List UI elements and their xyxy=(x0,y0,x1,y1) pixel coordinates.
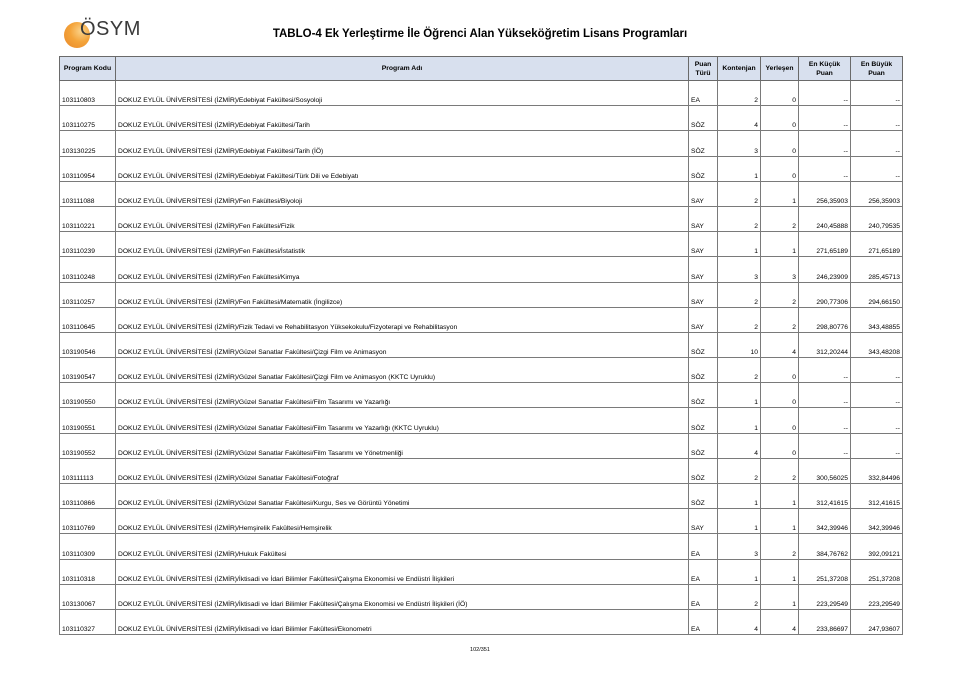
program-name-cell: DOKUZ EYLÜL ÜNİVERSİTESİ (İZMİR)/Güzel Sanatlar Fakültesi/Çizgi Film ve Animasyon (KKTC Uyruklu) xyxy=(116,358,689,383)
program-code-cell: 103110769 xyxy=(60,509,116,534)
placed-cell: 2 xyxy=(761,307,799,332)
programs-table xyxy=(59,56,903,635)
program-code-cell: 103110803 xyxy=(60,81,116,106)
max-score-cell: -- xyxy=(851,358,903,383)
min-score-cell: -- xyxy=(799,131,851,156)
quota-cell: 1 xyxy=(718,383,761,408)
quota-cell: 2 xyxy=(718,358,761,383)
quota-cell: 2 xyxy=(718,282,761,307)
max-score-cell: -- xyxy=(851,383,903,408)
placed-cell: 1 xyxy=(761,484,799,509)
quota-cell: 2 xyxy=(718,81,761,106)
score-type-cell: SÖZ xyxy=(689,131,718,156)
program-name-cell: DOKUZ EYLÜL ÜNİVERSİTESİ (İZMİR)/Fen Fakültesi/Kimya xyxy=(116,257,689,282)
program-name-cell: DOKUZ EYLÜL ÜNİVERSİTESİ (İZMİR)/Hukuk Fakültesi xyxy=(116,534,689,559)
score-type-cell: SÖZ xyxy=(689,358,718,383)
header-max-score: En Büyük Puan xyxy=(851,57,903,81)
header-quota: Kontenjan xyxy=(718,57,761,81)
min-score-cell: -- xyxy=(799,383,851,408)
page-number: 102/351 xyxy=(470,647,490,653)
table-header-row xyxy=(60,57,903,81)
table-row xyxy=(60,106,903,131)
min-score-cell: -- xyxy=(799,106,851,131)
max-score-cell: 223,29549 xyxy=(851,584,903,609)
quota-cell: 4 xyxy=(718,433,761,458)
min-score-cell: 246,23909 xyxy=(799,257,851,282)
quota-cell: 3 xyxy=(718,257,761,282)
program-name-cell: DOKUZ EYLÜL ÜNİVERSİTESİ (İZMİR)/Fen Fakültesi/Biyoloji xyxy=(116,181,689,206)
placed-cell: 1 xyxy=(761,232,799,257)
program-code-cell: 103190547 xyxy=(60,358,116,383)
program-name-cell: DOKUZ EYLÜL ÜNİVERSİTESİ (İZMİR)/Güzel Sanatlar Fakültesi/Fotoğraf xyxy=(116,458,689,483)
table-row xyxy=(60,408,903,433)
quota-cell: 1 xyxy=(718,484,761,509)
quota-cell: 3 xyxy=(718,534,761,559)
score-type-cell: SÖZ xyxy=(689,106,718,131)
program-code-cell: 103190550 xyxy=(60,383,116,408)
score-type-cell: SÖZ xyxy=(689,156,718,181)
program-code-cell: 103110248 xyxy=(60,257,116,282)
program-code-cell: 103130067 xyxy=(60,584,116,609)
table-row xyxy=(60,131,903,156)
score-type-cell: SÖZ xyxy=(689,332,718,357)
max-score-cell: -- xyxy=(851,156,903,181)
program-name-cell: DOKUZ EYLÜL ÜNİVERSİTESİ (İZMİR)/Edebiyat Fakültesi/Türk Dili ve Edebiyatı xyxy=(116,156,689,181)
table-row xyxy=(60,332,903,357)
program-name-cell: DOKUZ EYLÜL ÜNİVERSİTESİ (İZMİR)/İktisadi ve İdari Bilimler Fakültesi/Çalışma Ekonomisi ve Endüstri İlişkileri (İÖ) xyxy=(116,584,689,609)
min-score-cell: -- xyxy=(799,408,851,433)
program-name-cell: DOKUZ EYLÜL ÜNİVERSİTESİ (İZMİR)/Güzel Sanatlar Fakültesi/Çizgi Film ve Animasyon xyxy=(116,332,689,357)
max-score-cell: 247,93607 xyxy=(851,609,903,634)
header-placed: Yerleşen xyxy=(761,57,799,81)
program-code-cell: 103190551 xyxy=(60,408,116,433)
score-type-cell: SAY xyxy=(689,206,718,231)
header-min-score: En Küçük Puan xyxy=(799,57,851,81)
table-row xyxy=(60,609,903,634)
program-code-cell: 103190546 xyxy=(60,332,116,357)
header-program-code: Program Kodu xyxy=(60,57,116,81)
min-score-cell: 251,37208 xyxy=(799,559,851,584)
program-name-cell: DOKUZ EYLÜL ÜNİVERSİTESİ (İZMİR)/Hemşirelik Fakültesi/Hemşirelik xyxy=(116,509,689,534)
score-type-cell: EA xyxy=(689,559,718,584)
table-row xyxy=(60,181,903,206)
max-score-cell: 251,37208 xyxy=(851,559,903,584)
table-row xyxy=(60,358,903,383)
program-code-cell: 103110309 xyxy=(60,534,116,559)
quota-cell: 1 xyxy=(718,559,761,584)
min-score-cell: -- xyxy=(799,156,851,181)
program-code-cell: 103110221 xyxy=(60,206,116,231)
program-code-cell: 103110318 xyxy=(60,559,116,584)
max-score-cell: 294,66150 xyxy=(851,282,903,307)
program-name-cell: DOKUZ EYLÜL ÜNİVERSİTESİ (İZMİR)/Fen Fakültesi/Matematik (İngilizce) xyxy=(116,282,689,307)
program-code-cell: 103110327 xyxy=(60,609,116,634)
quota-cell: 4 xyxy=(718,106,761,131)
quota-cell: 2 xyxy=(718,458,761,483)
logo-text: ÖSYM xyxy=(80,18,141,40)
score-type-cell: SAY xyxy=(689,307,718,332)
quota-cell: 2 xyxy=(718,181,761,206)
max-score-cell: 332,84496 xyxy=(851,458,903,483)
min-score-cell: 223,29549 xyxy=(799,584,851,609)
table-row xyxy=(60,81,903,106)
score-type-cell: SAY xyxy=(689,282,718,307)
max-score-cell: 342,39946 xyxy=(851,509,903,534)
quota-cell: 4 xyxy=(718,609,761,634)
placed-cell: 2 xyxy=(761,282,799,307)
max-score-cell: 392,09121 xyxy=(851,534,903,559)
quota-cell: 2 xyxy=(718,206,761,231)
quota-cell: 1 xyxy=(718,232,761,257)
score-type-cell: SÖZ xyxy=(689,433,718,458)
table-row xyxy=(60,206,903,231)
placed-cell: 2 xyxy=(761,458,799,483)
table-row xyxy=(60,534,903,559)
placed-cell: 3 xyxy=(761,257,799,282)
min-score-cell: 233,86697 xyxy=(799,609,851,634)
score-type-cell: EA xyxy=(689,534,718,559)
program-code-cell: 103110257 xyxy=(60,282,116,307)
program-code-cell: 103190552 xyxy=(60,433,116,458)
table-row xyxy=(60,383,903,408)
table-row xyxy=(60,307,903,332)
max-score-cell: 312,41615 xyxy=(851,484,903,509)
max-score-cell: 256,35903 xyxy=(851,181,903,206)
min-score-cell: -- xyxy=(799,433,851,458)
table-row xyxy=(60,257,903,282)
quota-cell: 10 xyxy=(718,332,761,357)
max-score-cell: 285,45713 xyxy=(851,257,903,282)
max-score-cell: -- xyxy=(851,81,903,106)
placed-cell: 1 xyxy=(761,584,799,609)
max-score-cell: 343,48855 xyxy=(851,307,903,332)
program-name-cell: DOKUZ EYLÜL ÜNİVERSİTESİ (İZMİR)/İktisadi ve İdari Bilimler Fakültesi/Ekonometri xyxy=(116,609,689,634)
program-code-cell: 103110239 xyxy=(60,232,116,257)
score-type-cell: SAY xyxy=(689,181,718,206)
min-score-cell: 271,65189 xyxy=(799,232,851,257)
program-name-cell: DOKUZ EYLÜL ÜNİVERSİTESİ (İZMİR)/Edebiyat Fakültesi/Sosyoloji xyxy=(116,81,689,106)
min-score-cell: 290,77306 xyxy=(799,282,851,307)
program-code-cell: 103110866 xyxy=(60,484,116,509)
score-type-cell: SAY xyxy=(689,232,718,257)
program-code-cell: 103110275 xyxy=(60,106,116,131)
placed-cell: 0 xyxy=(761,408,799,433)
min-score-cell: 342,39946 xyxy=(799,509,851,534)
min-score-cell: 300,56025 xyxy=(799,458,851,483)
score-type-cell: EA xyxy=(689,609,718,634)
program-code-cell: 103110954 xyxy=(60,156,116,181)
placed-cell: 1 xyxy=(761,559,799,584)
placed-cell: 0 xyxy=(761,131,799,156)
program-name-cell: DOKUZ EYLÜL ÜNİVERSİTESİ (İZMİR)/Fen Fakültesi/İstatistik xyxy=(116,232,689,257)
program-code-cell: 103111113 xyxy=(60,458,116,483)
table-row xyxy=(60,559,903,584)
score-type-cell: SÖZ xyxy=(689,408,718,433)
placed-cell: 0 xyxy=(761,383,799,408)
score-type-cell: SÖZ xyxy=(689,458,718,483)
max-score-cell: 240,79535 xyxy=(851,206,903,231)
page-title: TABLO-4 Ek Yerleştirme İle Öğrenci Alan Yükseköğretim Lisans Programları xyxy=(272,28,688,40)
table-row xyxy=(60,433,903,458)
placed-cell: 0 xyxy=(761,433,799,458)
program-name-cell: DOKUZ EYLÜL ÜNİVERSİTESİ (İZMİR)/Edebiyat Fakültesi/Tarih xyxy=(116,106,689,131)
program-code-cell: 103110645 xyxy=(60,307,116,332)
program-name-cell: DOKUZ EYLÜL ÜNİVERSİTESİ (İZMİR)/Güzel Sanatlar Fakültesi/Film Tasarımı ve Yazarlığı xyxy=(116,383,689,408)
table-row xyxy=(60,584,903,609)
table-row xyxy=(60,156,903,181)
placed-cell: 4 xyxy=(761,332,799,357)
table-row xyxy=(60,509,903,534)
quota-cell: 1 xyxy=(718,156,761,181)
quota-cell: 3 xyxy=(718,131,761,156)
program-name-cell: DOKUZ EYLÜL ÜNİVERSİTESİ (İZMİR)/Güzel Sanatlar Fakültesi/Film Tasarımı ve Yazarlığı (KKTC Uyruklu) xyxy=(116,408,689,433)
placed-cell: 2 xyxy=(761,534,799,559)
score-type-cell: EA xyxy=(689,584,718,609)
score-type-cell: SÖZ xyxy=(689,383,718,408)
quota-cell: 2 xyxy=(718,307,761,332)
placed-cell: 2 xyxy=(761,206,799,231)
quota-cell: 2 xyxy=(718,584,761,609)
max-score-cell: 343,48208 xyxy=(851,332,903,357)
max-score-cell: -- xyxy=(851,408,903,433)
program-code-cell: 103130225 xyxy=(60,131,116,156)
program-name-cell: DOKUZ EYLÜL ÜNİVERSİTESİ (İZMİR)/Güzel Sanatlar Fakültesi/Kurgu, Ses ve Görüntü Yönetimi xyxy=(116,484,689,509)
program-name-cell: DOKUZ EYLÜL ÜNİVERSİTESİ (İZMİR)/Güzel Sanatlar Fakültesi/Film Tasarımı ve Yönetmenliği xyxy=(116,433,689,458)
max-score-cell: -- xyxy=(851,433,903,458)
program-name-cell: DOKUZ EYLÜL ÜNİVERSİTESİ (İZMİR)/Fen Fakültesi/Fizik xyxy=(116,206,689,231)
min-score-cell: 312,41615 xyxy=(799,484,851,509)
placed-cell: 0 xyxy=(761,358,799,383)
placed-cell: 1 xyxy=(761,509,799,534)
placed-cell: 0 xyxy=(761,81,799,106)
placed-cell: 0 xyxy=(761,106,799,131)
min-score-cell: -- xyxy=(799,81,851,106)
table-row xyxy=(60,232,903,257)
min-score-cell: 312,20244 xyxy=(799,332,851,357)
max-score-cell: -- xyxy=(851,106,903,131)
table-row xyxy=(60,458,903,483)
max-score-cell: -- xyxy=(851,131,903,156)
placed-cell: 0 xyxy=(761,156,799,181)
quota-cell: 1 xyxy=(718,408,761,433)
table-row xyxy=(60,484,903,509)
program-name-cell: DOKUZ EYLÜL ÜNİVERSİTESİ (İZMİR)/İktisadi ve İdari Bilimler Fakültesi/Çalışma Ekonomisi ve Endüstri İlişkileri xyxy=(116,559,689,584)
score-type-cell: EA xyxy=(689,81,718,106)
score-type-cell: SAY xyxy=(689,257,718,282)
header-program-name: Program Adı xyxy=(116,57,689,81)
program-name-cell: DOKUZ EYLÜL ÜNİVERSİTESİ (İZMİR)/Fizik Tedavi ve Rehabilitasyon Yüksekokulu/Fizyoterapi ve Rehabilitasyon xyxy=(116,307,689,332)
program-name-cell: DOKUZ EYLÜL ÜNİVERSİTESİ (İZMİR)/Edebiyat Fakültesi/Tarih (İÖ) xyxy=(116,131,689,156)
header-score-type: Puan Türü xyxy=(689,57,718,81)
quota-cell: 1 xyxy=(718,509,761,534)
score-type-cell: SÖZ xyxy=(689,484,718,509)
min-score-cell: 240,45888 xyxy=(799,206,851,231)
placed-cell: 4 xyxy=(761,609,799,634)
min-score-cell: -- xyxy=(799,358,851,383)
min-score-cell: 256,35903 xyxy=(799,181,851,206)
min-score-cell: 384,76762 xyxy=(799,534,851,559)
max-score-cell: 271,65189 xyxy=(851,232,903,257)
placed-cell: 1 xyxy=(761,181,799,206)
table-row xyxy=(60,282,903,307)
min-score-cell: 298,80776 xyxy=(799,307,851,332)
score-type-cell: SAY xyxy=(689,509,718,534)
program-code-cell: 103111088 xyxy=(60,181,116,206)
